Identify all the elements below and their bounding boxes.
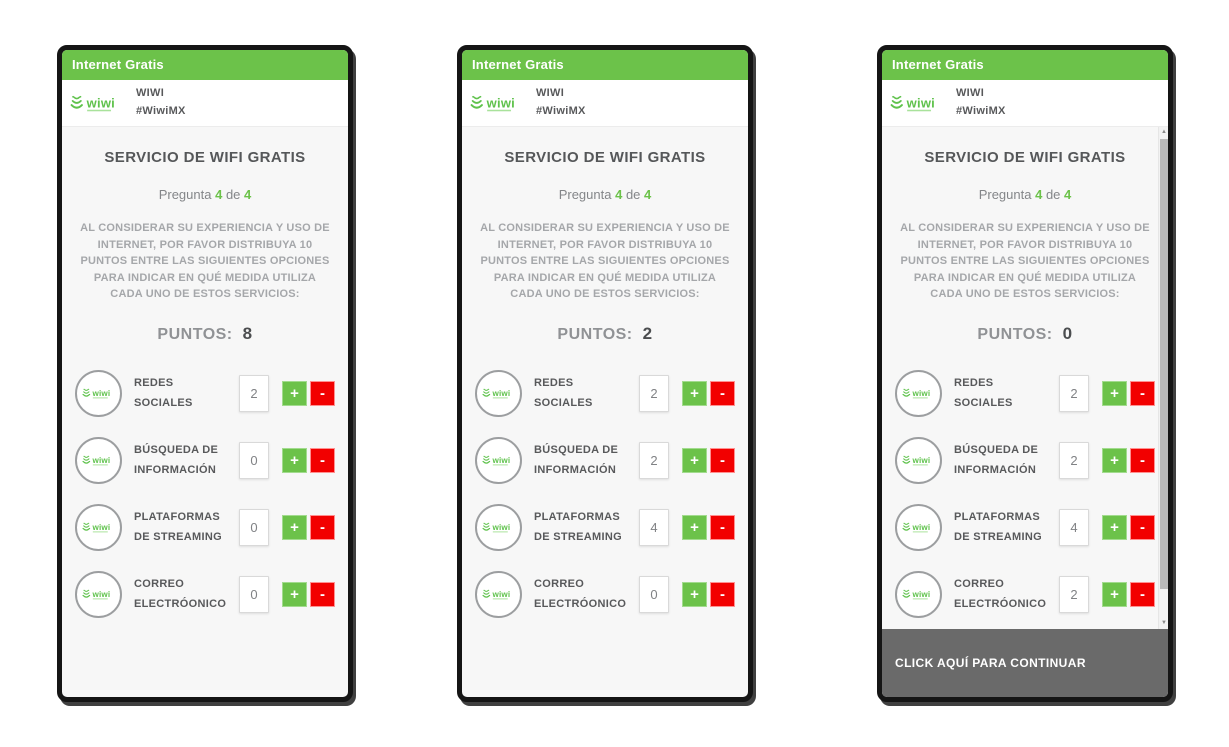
page-title: SERVICIO DE WIFI GRATIS <box>104 149 306 166</box>
decrement-button[interactable]: - <box>710 515 735 540</box>
increment-button[interactable]: + <box>682 582 707 607</box>
service-row-correo <box>62 561 348 628</box>
wiwi-logo-icon <box>902 454 936 467</box>
continue-label: CLICK AQUÍ PARA CONTINUAR <box>895 656 1086 670</box>
points-input[interactable] <box>1059 375 1089 412</box>
app-header <box>462 50 748 80</box>
wiwi-logo-icon <box>902 521 936 534</box>
points-counter <box>462 324 748 344</box>
wiwi-circle-icon <box>475 437 522 484</box>
question-prefix: Pregunta <box>978 187 1032 202</box>
increment-button[interactable]: + <box>282 448 307 473</box>
service-row-streaming <box>462 494 748 561</box>
wiwi-logo-icon <box>82 454 116 467</box>
increment-button[interactable]: + <box>682 381 707 406</box>
service-label: REDES SOCIALES <box>534 376 593 409</box>
service-label: REDES SOCIALES <box>134 376 193 409</box>
wiwi-logo-icon <box>902 588 936 601</box>
brand-title: WIWI <box>536 87 565 100</box>
scroll-up-icon[interactable]: ▲ <box>1161 129 1167 135</box>
question-total: 4 <box>1064 187 1072 202</box>
decrement-button[interactable]: - <box>710 582 735 607</box>
question-prefix: Pregunta <box>158 187 212 202</box>
wiwi-circle-icon <box>895 437 942 484</box>
scrollbar-thumb[interactable] <box>1160 139 1168 589</box>
brand-subtitle: #WiwiMX <box>956 105 1006 117</box>
decrement-button[interactable]: - <box>710 381 735 406</box>
service-row-busqueda <box>882 427 1168 494</box>
service-list <box>882 360 1168 628</box>
brand-title: WIWI <box>136 87 165 100</box>
wiwi-circle-icon <box>475 370 522 417</box>
app-header <box>882 50 1168 80</box>
question-number: 4 <box>615 187 623 202</box>
points-label: PUNTOS: <box>977 325 1053 343</box>
service-row-redes-sociales <box>462 360 748 427</box>
question-connector: de <box>225 187 241 202</box>
service-list <box>62 360 348 628</box>
instructions-text: AL CONSIDERAR SU EXPERIENCIA Y USO DE INTERNET, POR FAVOR DISTRIBUYA 10 PUNTOS ENTRE LAS SIGUIENTES OPCIONES PARA INDICAR EN QUÉ MEDIDA UTILIZA CADA UNO DE ESTOS SERVICIOS: <box>80 222 330 300</box>
service-label: BÚSQUEDA DE INFORMACIÓN <box>534 443 619 476</box>
points-input[interactable] <box>639 509 669 546</box>
wiwi-logo-icon <box>82 521 116 534</box>
wiwi-circle-icon <box>75 437 122 484</box>
points-value: 2 <box>642 323 653 343</box>
wiwi-logo-icon <box>82 387 116 400</box>
page-title: SERVICIO DE WIFI GRATIS <box>504 149 706 166</box>
question-prefix: Pregunta <box>558 187 612 202</box>
question-number: 4 <box>215 187 223 202</box>
brand-text <box>956 85 1006 120</box>
wiwi-circle-icon <box>895 504 942 551</box>
points-value: 8 <box>242 323 253 343</box>
question-progress <box>882 187 1168 202</box>
wiwi-logo-icon <box>482 387 516 400</box>
wiwi-logo-icon <box>482 588 516 601</box>
brand-title: WIWI <box>956 87 985 100</box>
question-progress <box>462 187 748 202</box>
points-input[interactable] <box>239 442 269 479</box>
brand-text <box>536 85 586 120</box>
question-total: 4 <box>244 187 252 202</box>
points-input[interactable] <box>239 375 269 412</box>
increment-button[interactable]: + <box>1102 515 1127 540</box>
service-row-busqueda <box>62 427 348 494</box>
service-list <box>462 360 748 628</box>
survey-content <box>882 127 1168 629</box>
wiwi-circle-icon <box>75 571 122 618</box>
app-title: Internet Gratis <box>72 57 164 72</box>
service-row-streaming <box>62 494 348 561</box>
wiwi-logo-icon <box>890 93 944 114</box>
service-label: BÚSQUEDA DE INFORMACIÓN <box>954 443 1039 476</box>
wiwi-circle-icon <box>475 571 522 618</box>
question-progress <box>62 187 348 202</box>
decrement-button[interactable]: - <box>310 448 335 473</box>
wiwi-logo-icon <box>482 454 516 467</box>
brand-bar <box>462 80 748 127</box>
points-label: PUNTOS: <box>557 325 633 343</box>
points-input[interactable] <box>1059 442 1089 479</box>
points-counter <box>882 324 1168 344</box>
increment-button[interactable]: + <box>682 448 707 473</box>
brand-bar <box>62 80 348 127</box>
continue-button[interactable] <box>882 629 1168 697</box>
decrement-button[interactable]: - <box>1130 582 1155 607</box>
page-title: SERVICIO DE WIFI GRATIS <box>924 149 1126 166</box>
app-title: Internet Gratis <box>892 57 984 72</box>
increment-button[interactable]: + <box>1102 448 1127 473</box>
question-number: 4 <box>1035 187 1043 202</box>
service-label: CORREO ELECTRÓONICO <box>954 577 1047 610</box>
service-row-correo <box>462 561 748 628</box>
decrement-button[interactable]: - <box>310 381 335 406</box>
phone-mockup-2 <box>457 45 753 702</box>
service-label: CORREO ELECTRÓONICO <box>534 577 627 610</box>
service-label: PLATAFORMAS DE STREAMING <box>534 510 622 543</box>
decrement-button[interactable]: - <box>310 515 335 540</box>
brand-bar <box>882 80 1168 127</box>
service-row-correo <box>882 561 1168 628</box>
points-input[interactable] <box>639 576 669 613</box>
app-header <box>62 50 348 80</box>
service-row-busqueda <box>462 427 748 494</box>
wiwi-logo-icon <box>70 93 124 114</box>
brand-subtitle: #WiwiMX <box>136 105 186 117</box>
survey-content <box>62 127 348 697</box>
app-title: Internet Gratis <box>472 57 564 72</box>
brand-subtitle: #WiwiMX <box>536 105 586 117</box>
increment-button[interactable]: + <box>1102 582 1127 607</box>
wiwi-circle-icon <box>475 504 522 551</box>
service-label: BÚSQUEDA DE INFORMACIÓN <box>134 443 219 476</box>
decrement-button[interactable]: - <box>1130 515 1155 540</box>
decrement-button[interactable]: - <box>1130 381 1155 406</box>
decrement-button[interactable]: - <box>310 582 335 607</box>
wiwi-circle-icon <box>75 504 122 551</box>
brand-text <box>136 85 186 120</box>
increment-button[interactable]: + <box>282 515 307 540</box>
wiwi-logo-icon <box>470 93 524 114</box>
service-row-streaming <box>882 494 1168 561</box>
points-input[interactable] <box>639 375 669 412</box>
points-input[interactable] <box>639 442 669 479</box>
service-row-redes-sociales <box>882 360 1168 427</box>
wiwi-circle-icon <box>895 571 942 618</box>
increment-button[interactable]: + <box>1102 381 1127 406</box>
service-row-redes-sociales <box>62 360 348 427</box>
scroll-down-icon[interactable]: ▼ <box>1161 620 1167 626</box>
points-input[interactable] <box>239 509 269 546</box>
question-connector: de <box>1045 187 1061 202</box>
points-input[interactable] <box>239 576 269 613</box>
service-label: CORREO ELECTRÓONICO <box>134 577 227 610</box>
service-label: PLATAFORMAS DE STREAMING <box>134 510 222 543</box>
instructions-text: AL CONSIDERAR SU EXPERIENCIA Y USO DE INTERNET, POR FAVOR DISTRIBUYA 10 PUNTOS ENTRE LAS SIGUIENTES OPCIONES PARA INDICAR EN QUÉ MEDIDA UTILIZA CADA UNO DE ESTOS SERVICIOS: <box>900 222 1150 300</box>
service-label: PLATAFORMAS DE STREAMING <box>954 510 1042 543</box>
points-input[interactable] <box>1059 509 1089 546</box>
decrement-button[interactable]: - <box>1130 448 1155 473</box>
points-label: PUNTOS: <box>157 325 233 343</box>
instructions-text: AL CONSIDERAR SU EXPERIENCIA Y USO DE INTERNET, POR FAVOR DISTRIBUYA 10 PUNTOS ENTRE LAS SIGUIENTES OPCIONES PARA INDICAR EN QUÉ MEDIDA UTILIZA CADA UNO DE ESTOS SERVICIOS: <box>480 222 730 300</box>
question-connector: de <box>625 187 641 202</box>
wiwi-circle-icon <box>75 370 122 417</box>
scrollbar[interactable] <box>1158 127 1168 629</box>
survey-content <box>462 127 748 697</box>
increment-button[interactable]: + <box>282 381 307 406</box>
decrement-button[interactable]: - <box>710 448 735 473</box>
increment-button[interactable]: + <box>682 515 707 540</box>
points-counter <box>62 324 348 344</box>
wiwi-circle-icon <box>895 370 942 417</box>
wiwi-logo-icon <box>82 588 116 601</box>
increment-button[interactable]: + <box>282 582 307 607</box>
phone-mockup-1 <box>57 45 353 702</box>
phone-mockup-3 <box>877 45 1173 702</box>
question-total: 4 <box>644 187 652 202</box>
wiwi-logo-icon <box>902 387 936 400</box>
points-value: 0 <box>1062 323 1073 343</box>
points-input[interactable] <box>1059 576 1089 613</box>
wiwi-logo-icon <box>482 521 516 534</box>
service-label: REDES SOCIALES <box>954 376 1013 409</box>
